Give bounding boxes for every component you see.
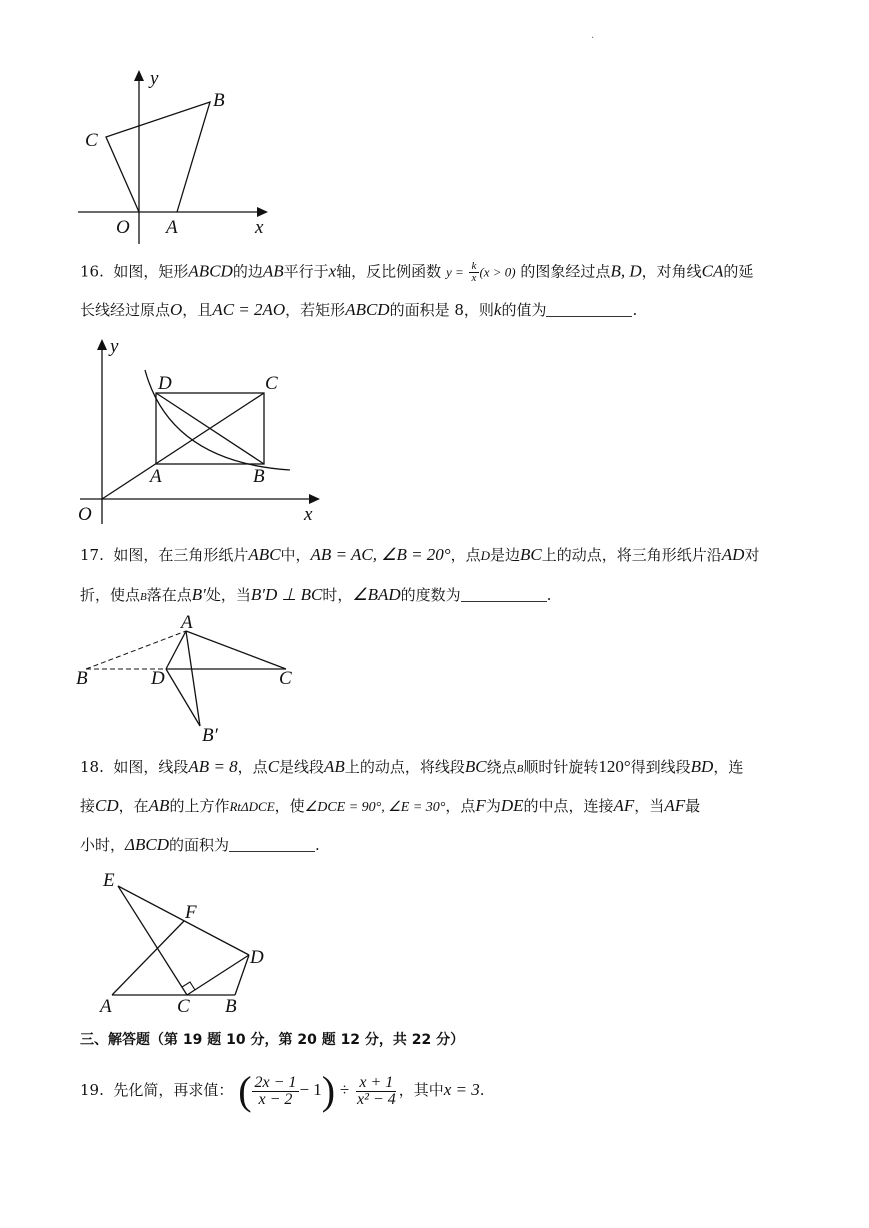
label-C: C: [279, 668, 292, 689]
segment-AD: [166, 631, 186, 669]
label-y: y: [150, 68, 159, 89]
label-C: C: [85, 130, 98, 151]
label-D: D: [250, 947, 264, 968]
label-O: O: [78, 504, 92, 525]
header-dot: .: [591, 30, 595, 41]
x-arrow: [257, 207, 268, 217]
quadrilateral: [106, 102, 210, 212]
q16-line2: 长线经过原点O，且AC = 2AO，若矩形ABCD的面积是 8，则k的值为 .: [80, 300, 638, 319]
label-B: B: [225, 996, 237, 1017]
label-B: B: [213, 90, 225, 111]
answer-blank: [546, 302, 632, 317]
q18-line2: 接CD，在AB的上方作RtΔDCE，使∠DCE = 90°, ∠E = 30°，点F为DE的中点，连接AF，当AF最: [80, 796, 701, 815]
label-D: D: [151, 668, 165, 689]
figure-18: [95, 866, 285, 1016]
label-D: D: [158, 373, 172, 394]
label-B: B: [253, 466, 265, 487]
y-arrow: [134, 70, 144, 81]
label-E: E: [103, 870, 115, 891]
figure-17: [75, 612, 305, 747]
label-A: A: [166, 217, 178, 238]
answer-blank: [461, 587, 547, 602]
fraction-k-over-x: $\frac{k}{x}$: [469, 261, 480, 284]
q18-line1: 18. 如图，线段AB = 8，点C是线段AB上的动点，将线段BC绕点B顺时针旋转120°得到线段BD，连: [80, 757, 744, 776]
answer-blank: [229, 837, 315, 852]
q19-line: 19. 先化简，再求值： ( $\frac{2x - 1}{x - 2}$ − 1) ÷ $\frac{x + 1}{\text{x² − 4}}$ ，其中x = 3.: [80, 1068, 485, 1113]
fraction-x+1: $\frac{x + 1}{\text{x² − 4}}$: [357, 1073, 396, 1108]
q17-line1: 17. 如图，在三角形纸片ABC中，AB = AC, ∠B = 20°，点D是边BC上的动点，将三角形纸片沿AD对: [80, 545, 760, 564]
fraction-2x-1: $\frac{2x - 1}{x - 2}$: [252, 1075, 300, 1108]
label-A: A: [181, 612, 193, 633]
segment-AF: [112, 921, 184, 995]
right-paren: ): [321, 1068, 336, 1113]
label-A: A: [100, 996, 112, 1017]
label-x: x: [304, 504, 313, 525]
segment-ED: [118, 886, 249, 955]
label-y: y: [110, 336, 119, 357]
section-heading: 三、解答题（第 19 题 10 分，第 20 题 12 分，共 22 分）: [80, 1032, 465, 1048]
y-arrow: [97, 339, 107, 350]
q18-line3: 小时，ΔBCD的面积为 .: [80, 835, 320, 854]
segment-AC: [186, 631, 286, 669]
label-A: A: [150, 466, 162, 487]
label-C: C: [177, 996, 190, 1017]
label-x: x: [255, 217, 264, 238]
dashed-BA: [86, 631, 186, 669]
diagonal-OC: [102, 393, 264, 499]
q16-line1: 16. 如图，矩形ABCD的边AB平行于x轴，反比例函数 y = $\frac{k}{x}$ (x > 0) 的图象经过点B, D，对角线CA的延: [80, 260, 754, 284]
figure-15: [70, 66, 280, 246]
q17-line2: 折，使点B落在点B′处，当B′D ⊥ BC时，∠BAD的度数为 .: [80, 585, 552, 604]
label-O: O: [116, 217, 130, 238]
segment-DB-prime: [166, 669, 200, 726]
label-F: F: [185, 902, 197, 923]
segment-CD: [187, 955, 249, 995]
segment-AB-prime: [186, 631, 200, 726]
left-paren: (: [238, 1068, 252, 1113]
segment-BD: [235, 955, 249, 995]
label-C: C: [265, 373, 278, 394]
right-angle-mark: [182, 982, 195, 990]
label-B-prime: B′: [202, 725, 218, 746]
label-B: B: [76, 668, 88, 689]
figure-16: [70, 334, 330, 529]
x-arrow: [309, 494, 320, 504]
